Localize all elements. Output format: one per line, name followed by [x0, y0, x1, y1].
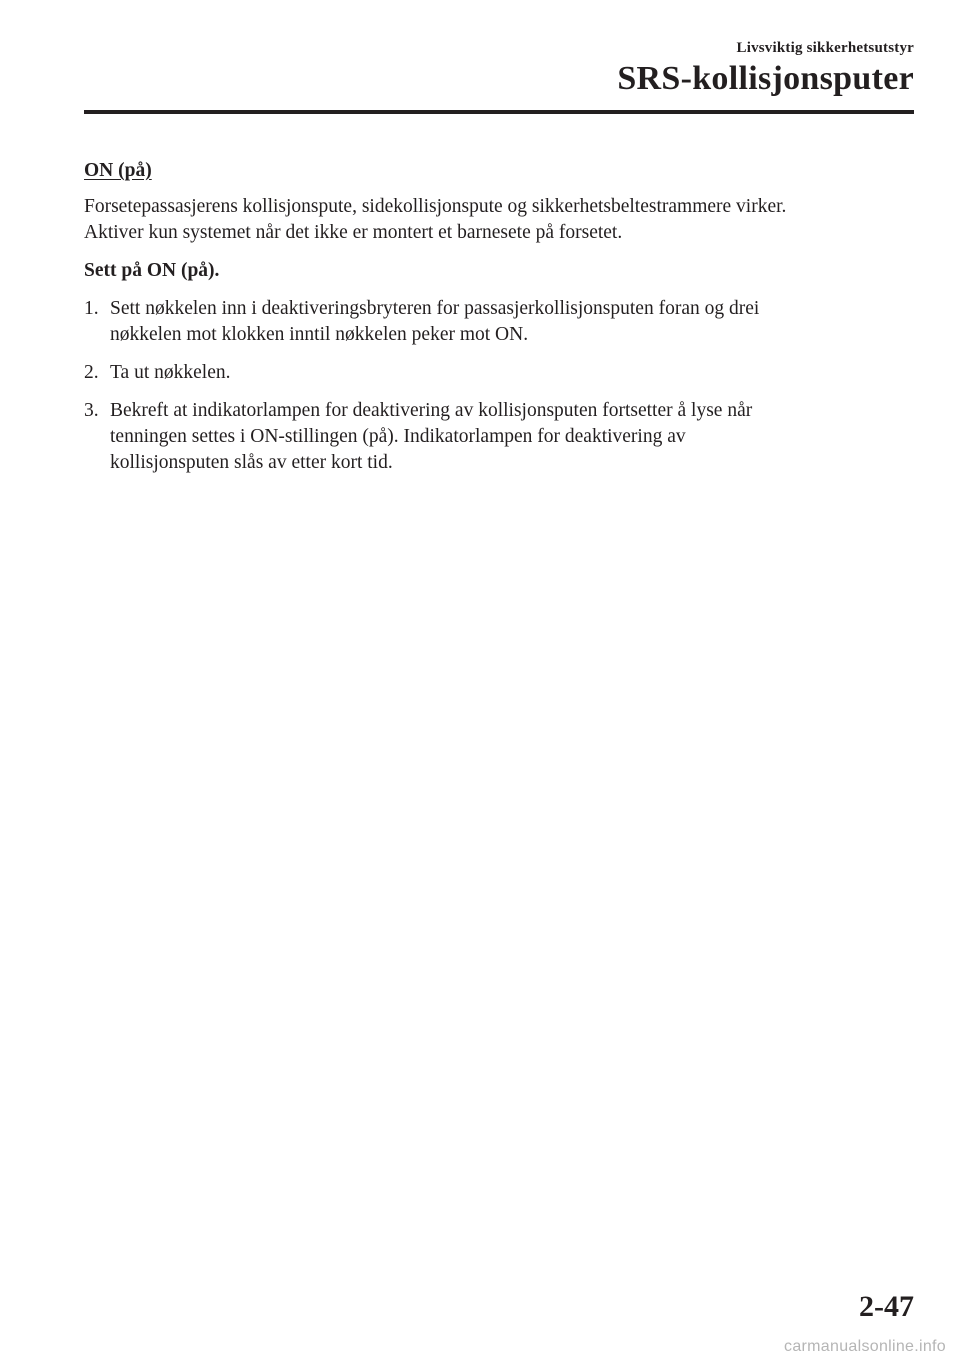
step-item — [84, 360, 914, 386]
step-line: Bekreft at indikatorlampen for deaktivering av kollisjonsputen fortsetter å lyse når — [110, 400, 753, 421]
step-line: Ta ut nøkkelen. — [110, 362, 231, 383]
step-item — [84, 296, 914, 348]
step-item — [84, 398, 914, 476]
step-line: Sett nøkkelen inn i deaktiveringsbryteren for passasjerkollisjonsputen foran og drei — [110, 298, 760, 319]
chapter-title: SRS-kollisjonsputer — [617, 60, 914, 97]
paragraph-line: Forsetepassasjerens kollisjonspute, sidekollisjonspute og sikkerhetsbeltestrammere virker. — [84, 196, 787, 217]
section-title: Livsviktig sikkerhetsutstyr — [736, 40, 914, 56]
step-line: tenningen settes i ON-stillingen (på). Indikatorlampen for deaktivering av — [110, 426, 686, 447]
page-content — [84, 158, 914, 488]
step-text — [110, 360, 230, 386]
subheading: ON (på) — [84, 160, 152, 181]
step-list — [84, 296, 914, 476]
step-line: nøkkelen mot klokken inntil nøkkelen peker mot ON. — [110, 324, 529, 345]
step-line: kollisjonsputen slås av etter kort tid. — [110, 452, 393, 473]
watermark: carmanualsonline.info — [784, 1338, 946, 1355]
step-text — [110, 296, 759, 348]
page-number: 2-47 — [859, 1290, 914, 1323]
description-paragraph — [84, 194, 914, 246]
step-number: 1. — [84, 298, 99, 319]
instruction-heading: Sett på ON (på). — [84, 260, 220, 281]
paragraph-line: Aktiver kun systemet når det ikke er montert et barnesete på forsetet. — [84, 222, 623, 243]
step-text — [110, 398, 752, 476]
step-number: 2. — [84, 362, 99, 383]
step-number: 3. — [84, 400, 99, 421]
header-rule — [84, 110, 914, 114]
